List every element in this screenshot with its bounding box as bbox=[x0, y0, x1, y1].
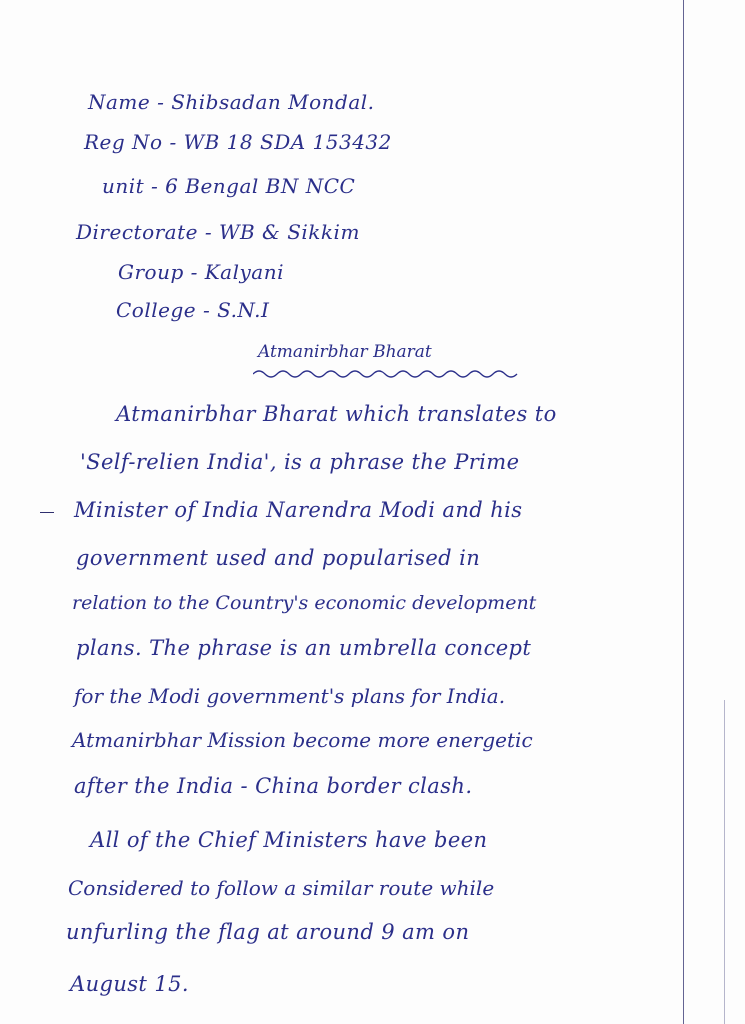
title-wavy-underline bbox=[253, 368, 523, 380]
essay-line: after the India - China border clash. bbox=[74, 774, 473, 798]
essay-line: All of the Chief Ministers have been bbox=[90, 828, 488, 852]
essay-line: 'Self-relien India', is a phrase the Prime bbox=[80, 450, 520, 474]
essay-line: Atmanirbhar Mission become more energetic bbox=[72, 728, 533, 752]
directorate-line: Directorate - WB & Sikkim bbox=[76, 220, 360, 244]
essay-line: plans. The phrase is an umbrella concept bbox=[76, 636, 532, 660]
reg-no-line: Reg No - WB 18 SDA 153432 bbox=[84, 130, 392, 154]
right-margin-line-faint bbox=[724, 700, 725, 1024]
essay-line: Considered to follow a similar route while bbox=[68, 876, 495, 900]
essay-line: August 15. bbox=[70, 972, 189, 996]
group-line: Group - Kalyani bbox=[118, 260, 284, 284]
essay-title: Atmanirbhar Bharat bbox=[258, 342, 432, 362]
essay-line: unfurling the flag at around 9 am on bbox=[66, 920, 470, 944]
left-margin-tick bbox=[40, 512, 54, 513]
essay-line: for the Modi government's plans for India. bbox=[74, 684, 506, 708]
name-line: Name - Shibsadan Mondal. bbox=[88, 90, 375, 114]
college-line: College - S.N.I bbox=[116, 298, 270, 322]
unit-line: unit - 6 Bengal BN NCC bbox=[102, 174, 356, 198]
essay-line: Minister of India Narendra Modi and his bbox=[74, 498, 523, 522]
essay-line: government used and popularised in bbox=[76, 546, 481, 570]
right-margin-line bbox=[683, 0, 684, 1024]
essay-line: Atmanirbhar Bharat which translates to bbox=[116, 402, 557, 426]
essay-line: relation to the Country's economic development bbox=[72, 592, 537, 614]
